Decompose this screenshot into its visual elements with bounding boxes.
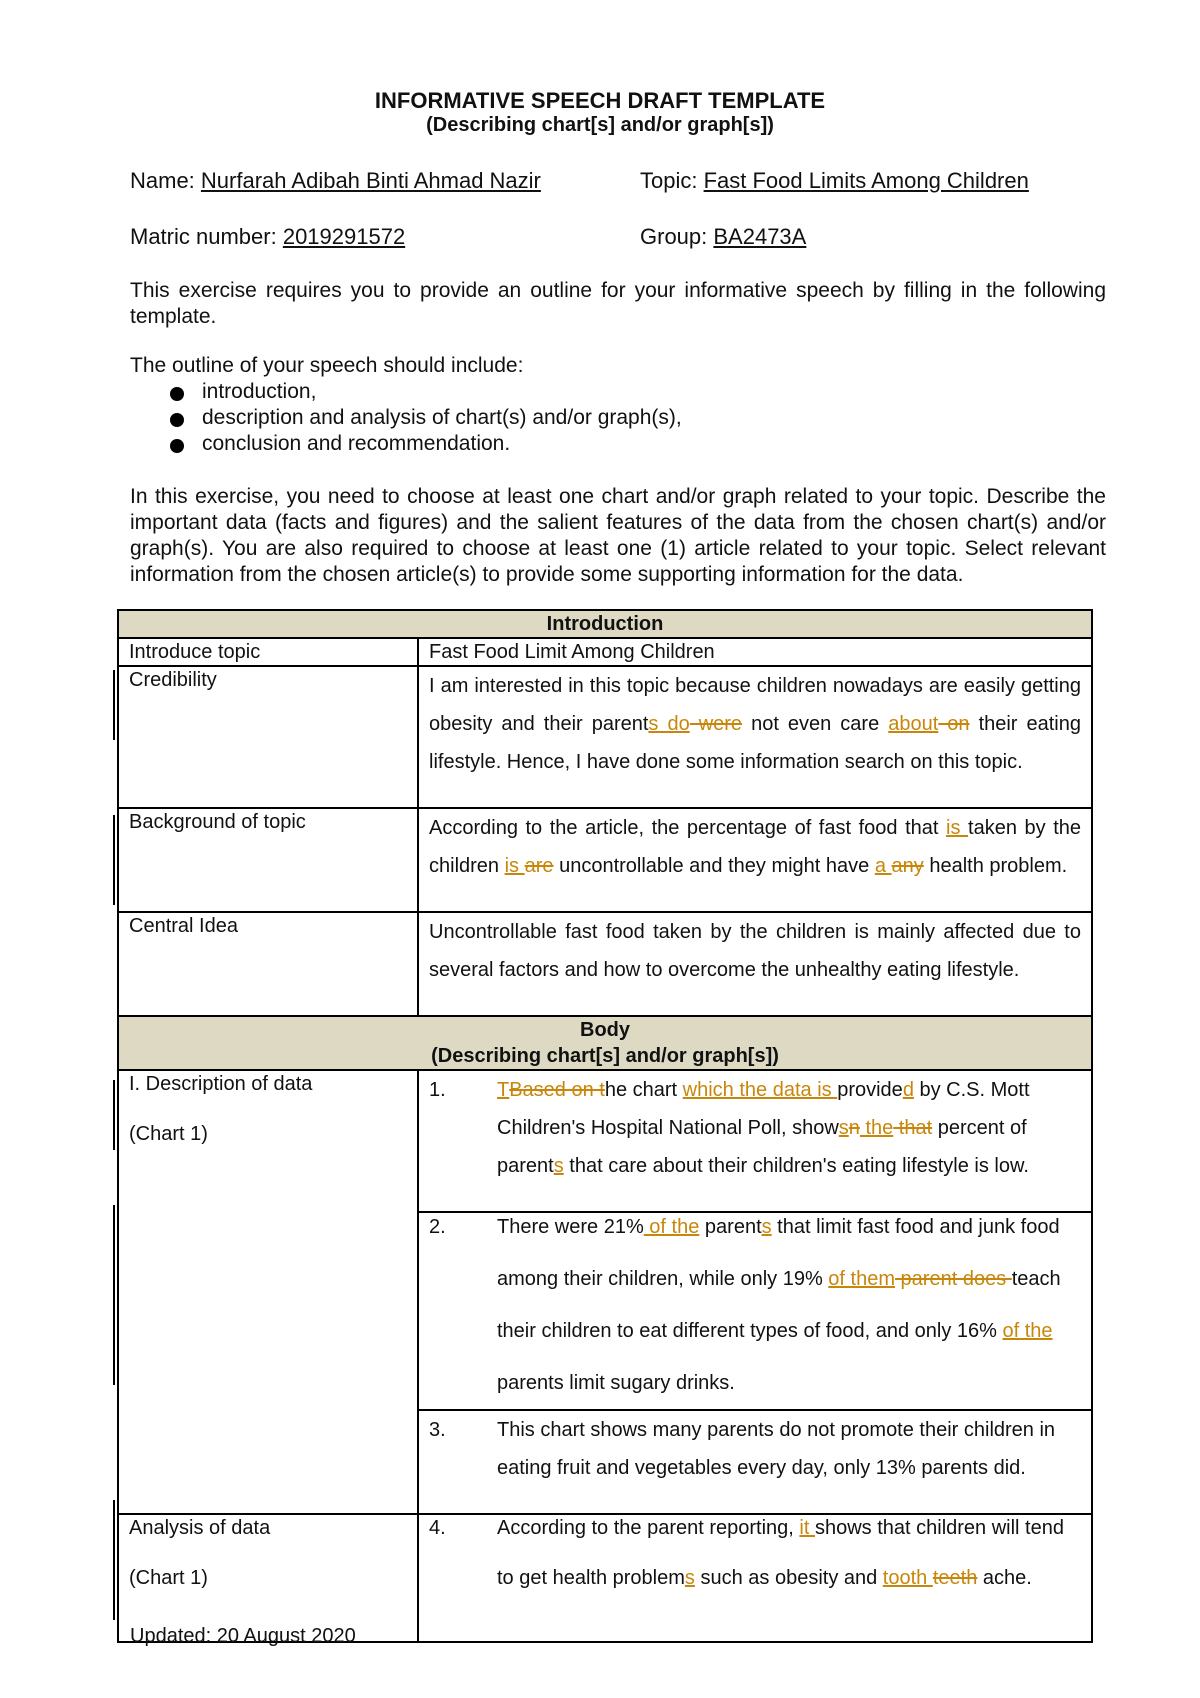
instructions-paragraph: In this exercise, you need to choose at least one chart and/or graph related to your topic. Describe the important data (facts and figures) and the salient features of the data from the chosen chart(s) and/or graph(s). You are also required to choose at least one (1) article related to your topic. Select relevant information from the chosen article(s) to provide some supporting information for the data. xyxy=(130,485,1106,586)
description-label: I. Description of data xyxy=(129,1073,313,1095)
background-label: Background of topic xyxy=(118,808,418,912)
body-heading-subtitle: (Describing chart[s] and/or graph[s]) xyxy=(431,1045,779,1067)
outline-lead: The outline of your speech should include: xyxy=(130,354,524,377)
intro-paragraph: This exercise requires you to provide an outline for your informative speech by filling in the following template. xyxy=(130,279,1106,328)
description-label-cell xyxy=(118,1070,418,1514)
group-label: Group: xyxy=(640,224,714,249)
list-item: introduction, xyxy=(170,379,682,405)
revision-bar xyxy=(113,1500,115,1620)
analysis-sublabel: (Chart 1) xyxy=(129,1567,208,1589)
outline-table xyxy=(117,609,1093,1643)
list-item: conclusion and recommendation. xyxy=(170,431,682,457)
central-idea-label: Central Idea xyxy=(118,912,418,1016)
topic-field xyxy=(640,168,1029,194)
item-number: 4. xyxy=(429,1517,446,1539)
description-item-1: 1. TBased on the chart which the data is provided by C.S. Mott Children's Hospital National Poll, showsn the that percent of parents that care about their children's eating lifestyle is low. xyxy=(418,1070,1092,1212)
matric-field xyxy=(130,224,405,250)
analysis-label-cell xyxy=(118,1514,418,1642)
body-heading xyxy=(118,1016,1092,1070)
matric-value: 2019291572 xyxy=(282,224,406,249)
revision-bar xyxy=(113,1080,115,1150)
updated-date: Updated: 20 August 2020 xyxy=(130,1625,356,1647)
credibility-value: I am interested in this topic because children nowadays are easily getting obesity and their parents do were not even care about on their eating lifestyle. Hence, I have done some information search on this topic. xyxy=(418,666,1092,808)
group-field xyxy=(640,224,806,250)
name-field xyxy=(130,168,541,194)
description-item-2: 2. There were 21% of the parents that limit fast food and junk food among their children, while only 19% of them parent does teach their children to eat different types of food, and only 16% of the parents limit sugary drinks. xyxy=(418,1212,1092,1410)
body-heading-title: Body xyxy=(580,1019,630,1041)
topic-value: Fast Food Limits Among Children xyxy=(703,168,1029,193)
description-sublabel: (Chart 1) xyxy=(129,1123,208,1145)
description-item-3: 3. This chart shows many parents do not promote their children in eating fruit and vegetables every day, only 13% parents did. xyxy=(418,1410,1092,1514)
document-subtitle: (Describing chart[s] and/or graph[s]) xyxy=(426,114,774,136)
central-idea-value: Uncontrollable fast food taken by the children is mainly affected due to several factors and how to overcome the unhealthy eating lifestyle. xyxy=(418,912,1092,1016)
background-value: According to the article, the percentage of fast food that is taken by the children is are uncontrollable and they might have a any health problem. xyxy=(418,808,1092,912)
outline-list xyxy=(170,379,682,457)
item-number: 3. xyxy=(429,1419,446,1441)
revision-bar xyxy=(113,1205,115,1385)
list-item: description and analysis of chart(s) and/or graph(s), xyxy=(170,405,682,431)
group-value: BA2473A xyxy=(713,224,807,249)
revision-bar xyxy=(113,815,115,905)
introduce-topic-value: Fast Food Limit Among Children xyxy=(418,638,1092,666)
item-number: 1. xyxy=(429,1079,446,1101)
analysis-item-4: 4. According to the parent reporting, it shows that children will tend to get health problems such as obesity and tooth teeth ache. xyxy=(418,1514,1092,1642)
analysis-label: Analysis of data xyxy=(129,1517,271,1539)
introduction-heading: Introduction xyxy=(118,610,1092,638)
topic-label: Topic: xyxy=(640,168,704,193)
name-value: Nurfarah Adibah Binti Ahmad Nazir xyxy=(200,168,541,193)
credibility-label: Credibility xyxy=(118,666,418,808)
name-label: Name: xyxy=(130,168,201,193)
introduce-topic-label: Introduce topic xyxy=(118,638,418,666)
document-title: INFORMATIVE SPEECH DRAFT TEMPLATE xyxy=(374,88,826,113)
item-number: 2. xyxy=(429,1216,446,1238)
revision-bar xyxy=(113,670,115,740)
matric-label: Matric number: xyxy=(130,224,283,249)
